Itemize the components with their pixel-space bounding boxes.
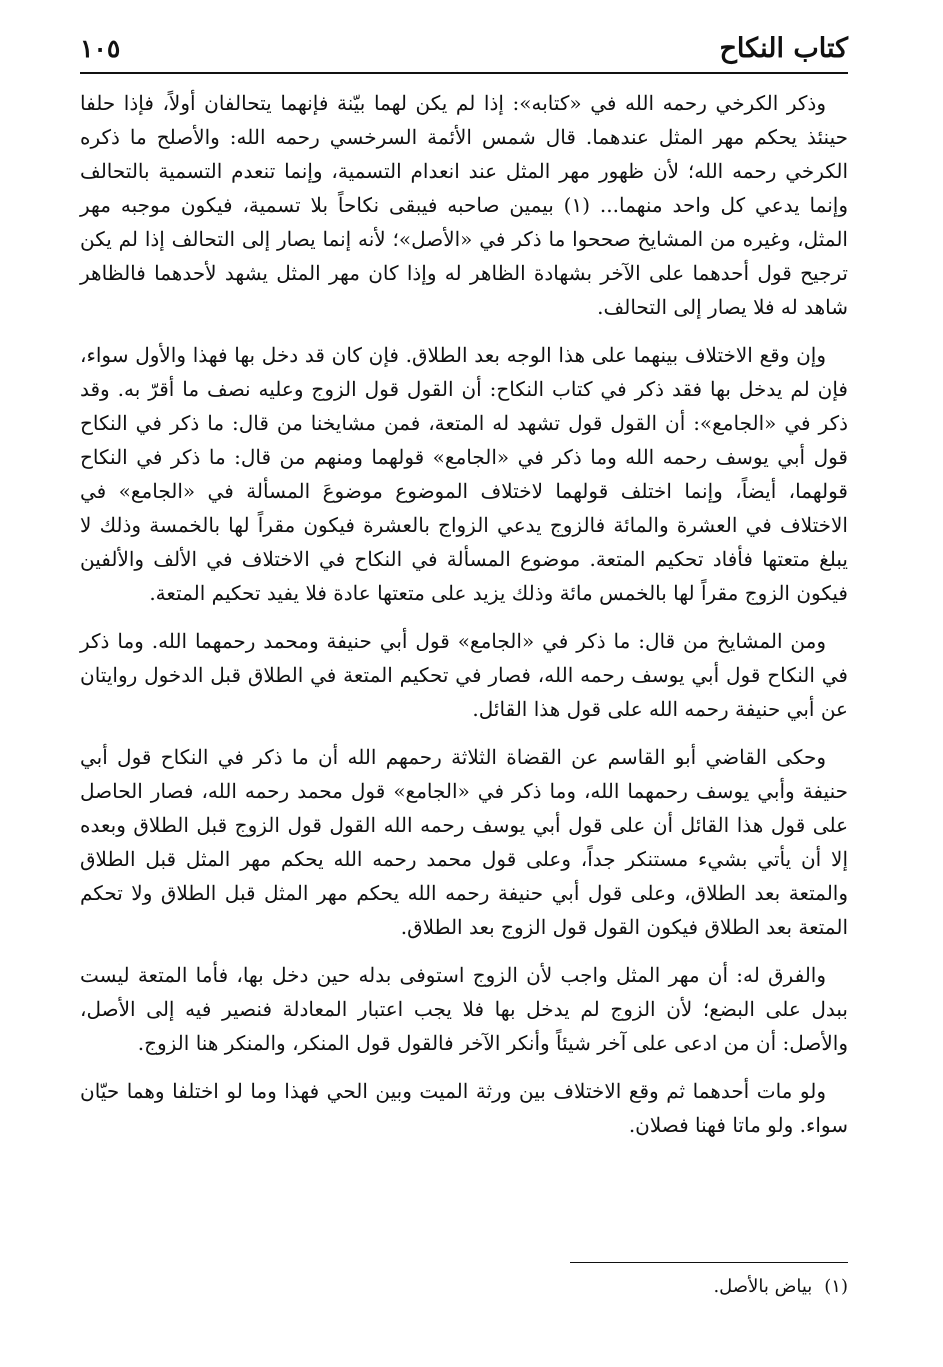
paragraph: وإن وقع الاختلاف بينهما على هذا الوجه بعد الطلاق. فإن كان قد دخل بها فهذا والأول سواء، فإن لم يدخل بها فقد ذكر في كتاب النكاح: أن القول قول الزوج وعليه نصف ما أقرّ به. وقد ذكر في «الجامع»: أن القول قول تشهد له المتعة، فمن مشايخنا من قال: ما ذكر في النكاح قول أبي يوسف رحمه الله وما ذكر في «الجامع» قولهما ومنهم من قال: ما ذكر في النكاح قولهما، أيضاً، وإنما اختلف قولهما لاختلاف الموضوع موضوعَ المسألة في «الجامع» في الاختلاف في العشرة والمائة فالزوج يدعي الزواج بالعشرة فيكون مقراً لها بالخمسة وذلك لا يبلغ متعتها فأفاد تحكيم المتعة. موضوع المسألة في النكاح في الاختلاف في الألف والألفين فيكون الزوج مقراً لها بالخمس مائة وذلك يزيد على متعتها عادة فلا يفيد تحكيم المتعة. xyxy=(80,343,848,605)
paragraph: وحكى القاضي أبو القاسم عن القضاة الثلاثة رحمهم الله أن ما ذكر في النكاح قول أبي حنيفة وأبي يوسف رحمهما الله، وما ذكر في «الجامع» قول محمد رحمه الله، فصار الحاصل على قول هذا القائل أن على قول أبي يوسف رحمه الله القول قول الزوج قبل الطلاق وبعده إلا أن يأتي بشيء مستنكر جداً، وعلى قول محمد رحمه الله يحكم مهر المثل قبل الطلاق والمتعة بعد الطلاق، وعلى قول أبي حنيفة رحمه الله يحكم مهر المثل قبل الطلاق ولا تحكم المتعة بعد الطلاق فيكون القول قول الزوج بعد الطلاق. xyxy=(80,745,848,939)
page-header xyxy=(80,26,848,70)
footnote-divider xyxy=(570,1262,848,1263)
footnote xyxy=(80,1272,848,1302)
footnote-number: (١) xyxy=(824,1276,848,1297)
header-divider xyxy=(80,72,848,74)
page-number: ١٠٥ xyxy=(80,33,121,63)
footnote-text: بياض بالأصل. xyxy=(713,1276,813,1297)
paragraph: والفرق له: أن مهر المثل واجب لأن الزوج استوفى بدله حين دخل بها، فأما المتعة ليست ببدل على البضع؛ لأن الزوج لم يدخل بها فلا يجب اعتبار المعادلة فنصير فيه إلى الأصل، والأصل: أن من ادعى على آخر شيئاً وأنكر الآخر فالقول قول المنكر، والمنكر هنا الزوج. xyxy=(80,963,848,1055)
paragraph: ومن المشايخ من قال: ما ذكر في «الجامع» قول أبي حنيفة ومحمد رحمهما الله. وما ذكر في النكاح قول أبي يوسف رحمه الله، فصار في تحكيم المتعة في الطلاق قبل الدخول روايتان عن أبي حنيفة رحمه الله على قول هذا القائل. xyxy=(80,629,848,721)
main-text xyxy=(80,86,848,1156)
paragraph: ولو مات أحدهما ثم وقع الاختلاف بين ورثة الميت وبين الحي فهذا وما لو اختلفا وهما حيّان سواء. ولو ماتا فهنا فصلان. xyxy=(80,1079,848,1137)
paragraph: وذكر الكرخي رحمه الله في «كتابه»: إذا لم يكن لهما بيّنة فإنهما يتحالفان أولاً، فإذا حلفا حينئذ يحكم مهر المثل عندهما. قال شمس الأئمة السرخسي رحمه الله: والأصلح ما ذكره الكرخي رحمه الله؛ لأن ظهور مهر المثل عند انعدام التسمية، وإنما تنعدم التسمية بالتحالف وإنما يدعي كل واحد منهما... (١) بيمين صاحبه فيبقى نكاحاً بلا تسمية، فيكون موجبه مهر المثل، وغيره من المشايخ صححوا ما ذكر في «الأصل»؛ لأنه إنما يصار إلى التحالف إذا لم يكن ترجيح قول أحدهما على الآخر بشهادة الظاهر له وإذا كان مهر المثل يشهد لأحدهما فالظاهر شاهد له فلا يصار إلى التحالف. xyxy=(80,91,848,319)
book-title: كتاب النكاح xyxy=(719,32,848,64)
